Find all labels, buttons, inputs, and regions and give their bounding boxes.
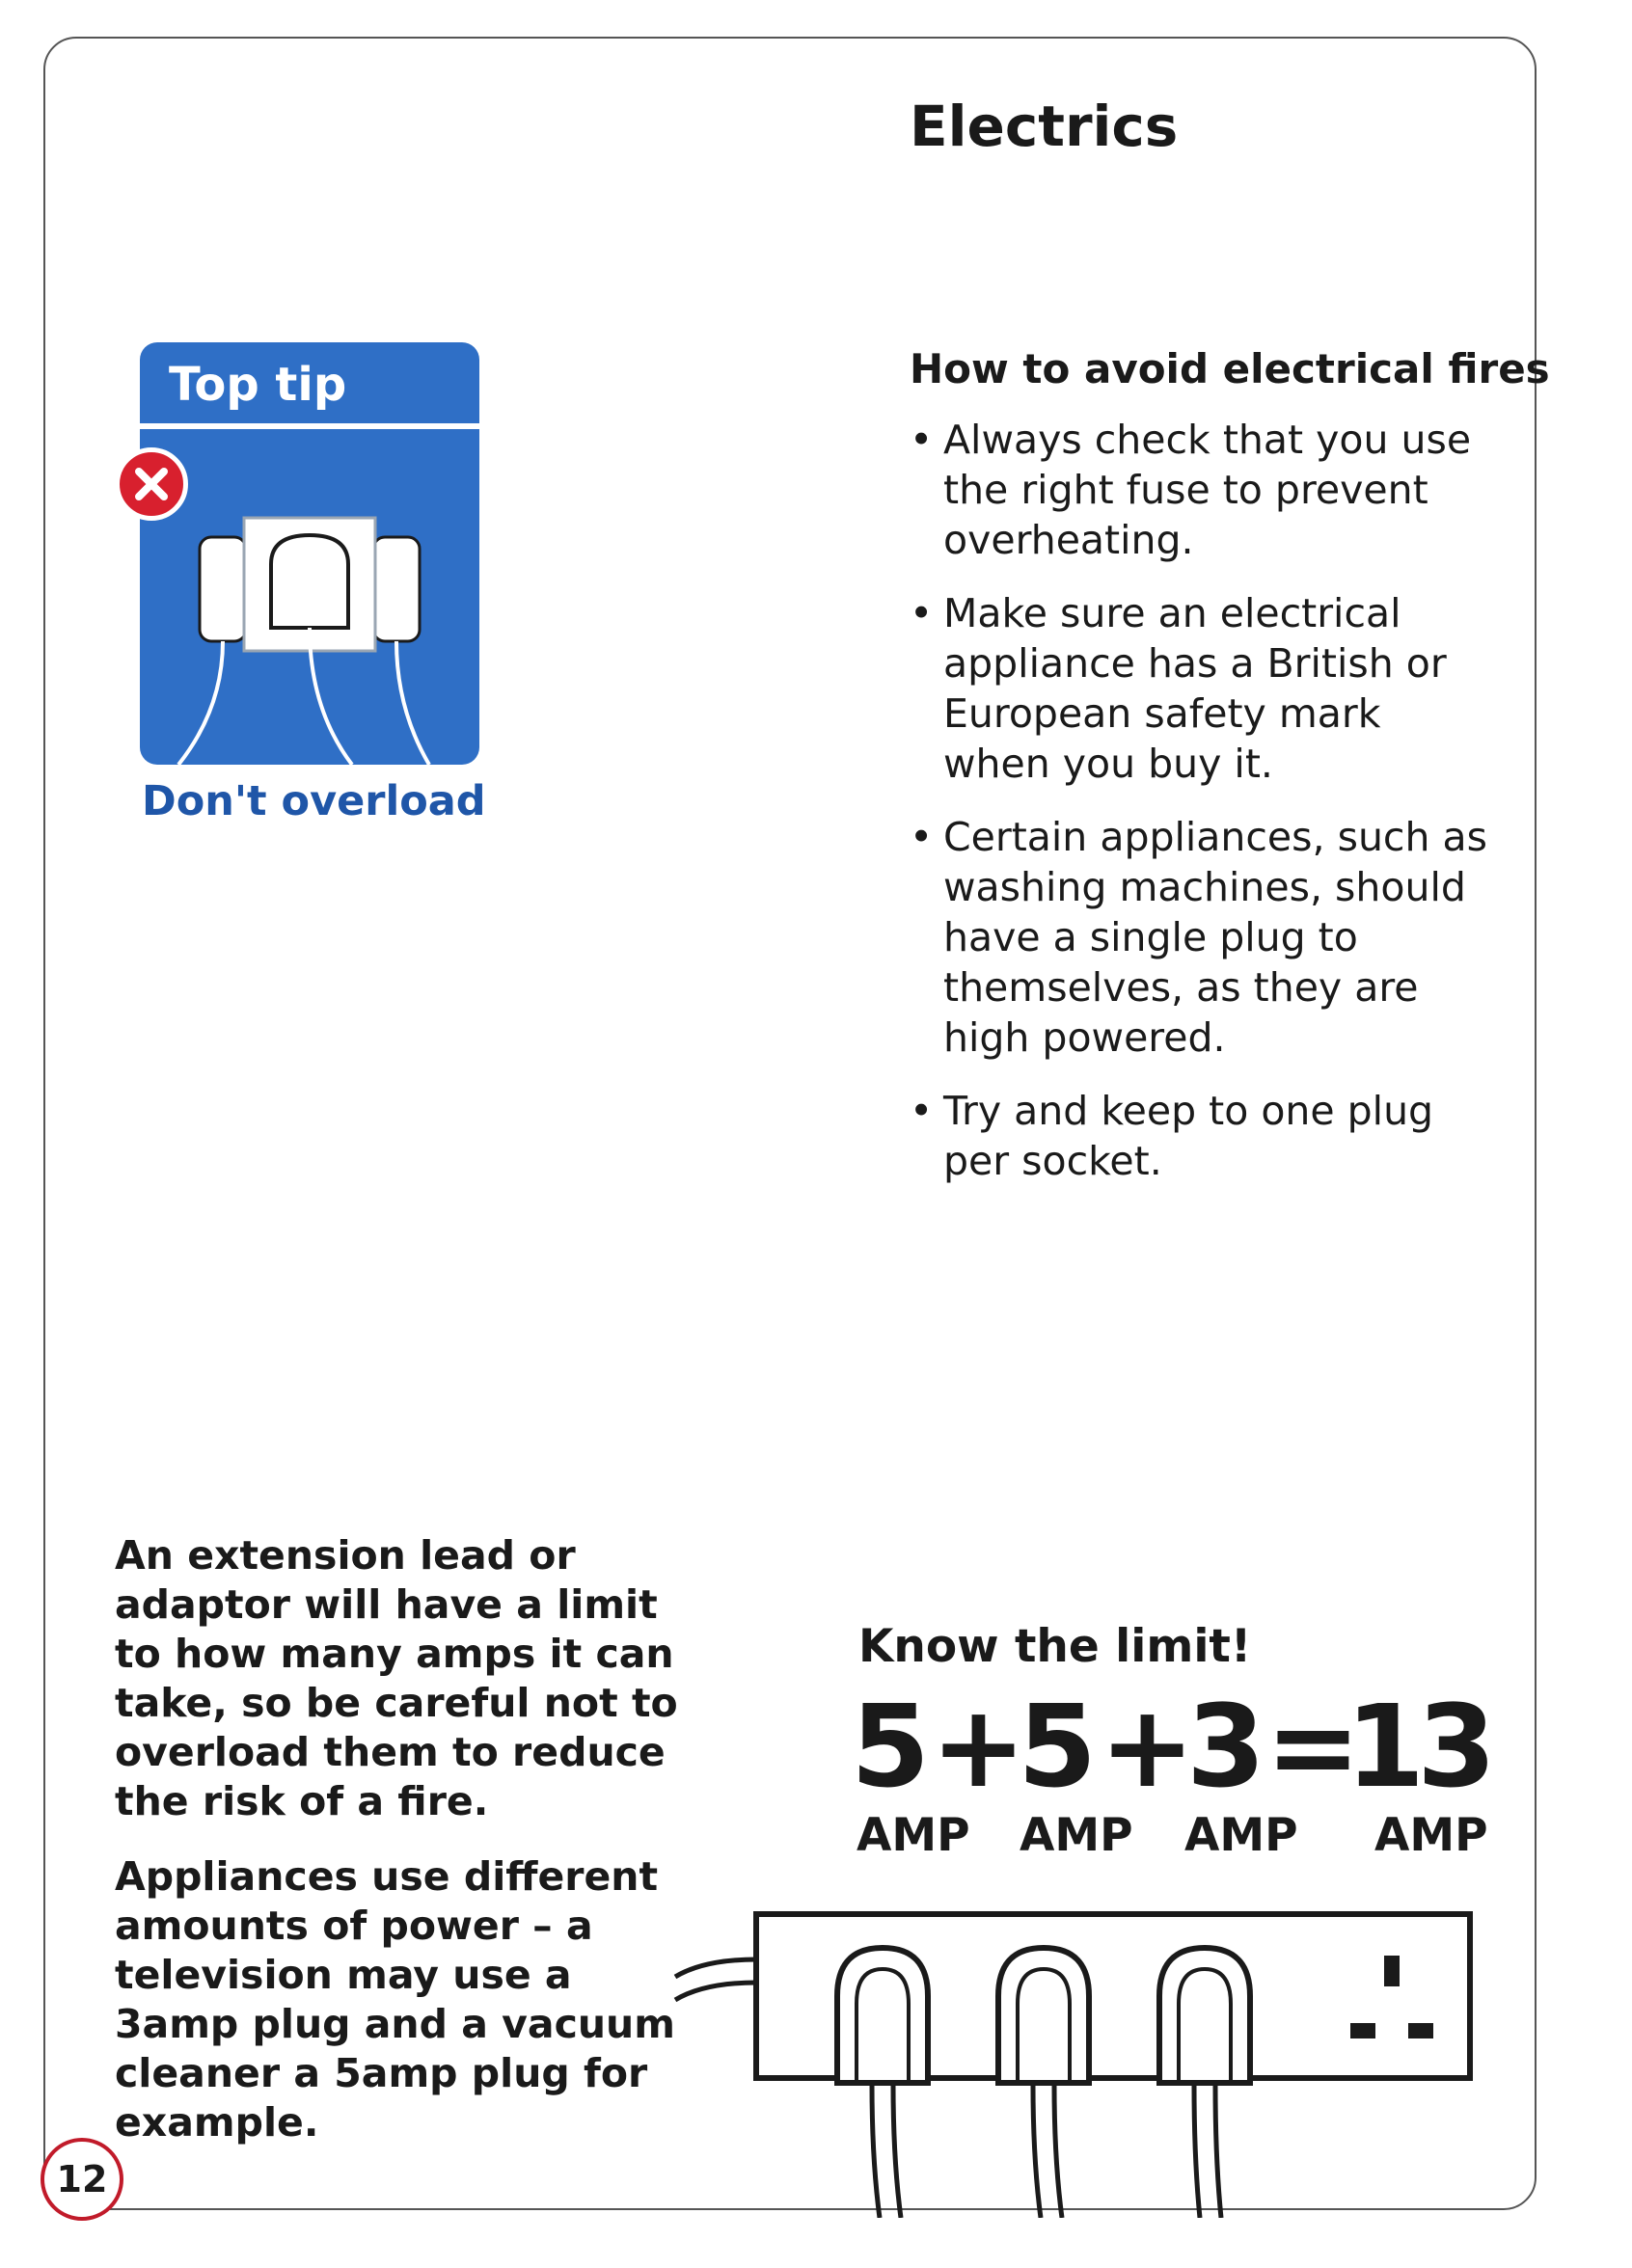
extension-lead-illustration [666,1909,1495,2218]
avoid-fires-list [910,415,1488,1209]
top-tip-card [140,342,479,765]
amp-value-2: 5 [1018,1680,1098,1813]
overloaded-socket-icon [140,429,479,765]
bullet-icon: • [910,590,934,636]
amp-label-1: AMP [857,1809,970,1862]
page-title: Electrics [910,94,1179,159]
list-item [910,588,1488,789]
plus-sign-1: + [931,1680,1026,1813]
amp-value-3: 3 [1186,1680,1266,1813]
amp-value-1: 5 [851,1680,931,1813]
list-item-text: Try and keep to one plug per socket. [943,1088,1434,1184]
amp-label-3: AMP [1184,1809,1298,1862]
bullet-icon: • [910,417,934,463]
extension-paragraph: An extension lead or adaptor will have a limit to how many amps it can take, so be careful not to overload them to reduce the risk of a fire. [115,1532,678,1824]
equals-sign: = [1265,1680,1361,1813]
bullet-icon: • [910,1088,934,1134]
list-item [910,812,1488,1063]
list-item-text: Certain appliances, such as washing machines, should have a single plug to themselves, as they are high powered. [943,814,1487,1061]
list-item [910,415,1488,565]
page-number: 12 [41,2138,123,2221]
bullet-icon: • [910,814,934,860]
amp-label-total: AMP [1374,1809,1488,1862]
plus-sign-2: + [1100,1680,1195,1813]
top-tip-caption: Don't overload [142,777,486,825]
amp-label-2: AMP [1020,1809,1133,1862]
list-item-text: Always check that you use the right fuse to prevent overheating. [943,417,1472,563]
appliances-paragraph: Appliances use different amounts of power – a television may use a 3amp plug and a vacuum cleaner a 5amp plug for example. [115,1853,675,2146]
amp-total: 13 [1346,1680,1489,1813]
know-limit-heading: Know the limit! [858,1620,1252,1673]
list-item [910,1086,1488,1186]
top-tip-header: Top tip [169,358,347,412]
avoid-fires-heading: How to avoid electrical fires [910,345,1550,392]
list-item-text: Make sure an electrical appliance has a British or European safety mark when you buy it. [943,590,1447,787]
warning-x-icon [115,447,188,521]
